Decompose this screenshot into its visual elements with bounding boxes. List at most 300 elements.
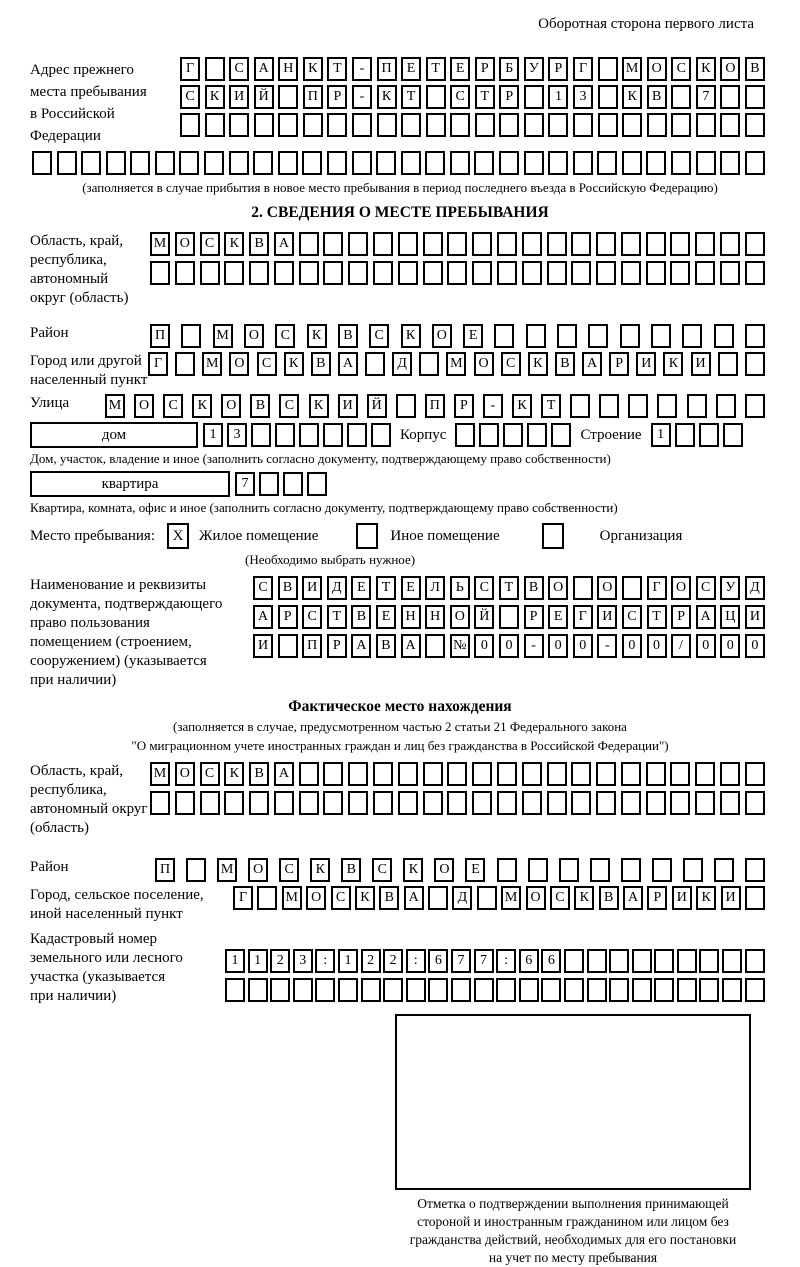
organization-checkbox <box>542 523 564 549</box>
char-box: Д <box>392 352 412 376</box>
char-box: П <box>425 394 445 418</box>
char-box <box>175 352 195 376</box>
char-box <box>609 978 629 1002</box>
char-box <box>528 858 548 882</box>
char-box <box>299 261 319 285</box>
label-line: земельного или лесного <box>30 950 183 966</box>
char-box <box>745 261 765 285</box>
char-box: 0 <box>647 634 667 658</box>
char-box <box>522 791 542 815</box>
char-box: А <box>274 232 294 256</box>
char-box <box>745 151 765 175</box>
char-box <box>274 261 294 285</box>
char-box <box>323 232 343 256</box>
char-box: С <box>450 85 470 109</box>
char-box <box>224 261 244 285</box>
char-box <box>745 394 765 418</box>
char-box <box>270 978 290 1002</box>
char-box: 1 <box>651 423 671 447</box>
char-box <box>714 858 734 882</box>
char-box: Н <box>425 605 445 629</box>
char-box: И <box>636 352 656 376</box>
char-box: О <box>434 858 454 882</box>
char-box <box>620 324 640 348</box>
char-box: : <box>315 949 335 973</box>
char-box <box>522 232 542 256</box>
char-box: А <box>404 886 424 910</box>
char-box: К <box>663 352 683 376</box>
char-box <box>551 423 571 447</box>
char-box: В <box>599 886 619 910</box>
char-box: А <box>401 634 421 658</box>
char-box <box>696 151 716 175</box>
char-box: 6 <box>519 949 539 973</box>
char-box <box>477 886 497 910</box>
char-box <box>745 886 765 910</box>
char-box <box>428 886 448 910</box>
char-box <box>621 261 641 285</box>
char-box <box>677 949 697 973</box>
char-box <box>447 791 467 815</box>
char-box <box>447 762 467 786</box>
char-box <box>274 791 294 815</box>
char-box <box>259 472 279 496</box>
char-box <box>670 762 690 786</box>
char-box: 0 <box>499 634 519 658</box>
char-box <box>323 762 343 786</box>
char-box: Е <box>465 858 485 882</box>
char-box: М <box>150 232 170 256</box>
stay-type-note: (Необходимо выбрать нужное) <box>245 552 416 567</box>
char-box <box>426 85 446 109</box>
char-row <box>150 324 765 348</box>
label-line: Адрес прежнего <box>30 62 134 78</box>
char-box <box>373 762 393 786</box>
char-row <box>105 394 765 418</box>
char-box: К <box>622 85 642 109</box>
char-box: В <box>376 634 396 658</box>
char-box <box>57 151 77 175</box>
char-box: 1 <box>548 85 568 109</box>
char-box <box>299 762 319 786</box>
char-box: Е <box>548 605 568 629</box>
section2-title: 2. СВЕДЕНИЯ О МЕСТЕ ПРЕБЫВАНИЯ <box>251 204 549 221</box>
char-box <box>547 762 567 786</box>
actual-region-label <box>30 762 150 838</box>
char-box <box>522 762 542 786</box>
char-box <box>299 791 319 815</box>
label-line: на учет по месту пребывания <box>488 1250 658 1265</box>
stay-type-label: Место пребывания: <box>30 527 155 544</box>
char-box <box>503 423 523 447</box>
char-box <box>687 394 707 418</box>
char-row <box>225 978 765 1002</box>
char-box <box>646 791 666 815</box>
char-box <box>451 978 471 1002</box>
label-line: Область, край, <box>30 233 124 249</box>
char-box <box>428 978 448 1002</box>
char-box: К <box>224 232 244 256</box>
char-box <box>677 978 697 1002</box>
char-box: К <box>696 57 716 81</box>
char-row <box>180 85 765 109</box>
char-box <box>571 762 591 786</box>
char-box: А <box>582 352 602 376</box>
char-box <box>423 791 443 815</box>
char-box <box>722 949 742 973</box>
char-box: С <box>501 352 521 376</box>
char-box: Е <box>463 324 483 348</box>
char-box <box>499 113 519 137</box>
label-line: населенный пункт <box>30 372 148 388</box>
char-box <box>573 576 593 600</box>
char-box: В <box>351 605 371 629</box>
char-box: Г <box>573 605 593 629</box>
label-line: Область, край, <box>30 763 124 779</box>
char-box: Ц <box>720 605 740 629</box>
apartment-label-box: квартира <box>30 471 230 497</box>
label-line: в Российской <box>30 106 115 122</box>
street-label: Улица <box>30 395 70 411</box>
char-box <box>224 791 244 815</box>
char-box <box>425 151 445 175</box>
char-box <box>571 261 591 285</box>
char-box: К <box>401 324 421 348</box>
char-box <box>670 261 690 285</box>
char-box: - <box>483 394 503 418</box>
char-box <box>675 423 695 447</box>
char-box: 7 <box>696 85 716 109</box>
char-box: Т <box>426 57 446 81</box>
char-box: В <box>249 232 269 256</box>
char-box: М <box>446 352 466 376</box>
char-box <box>671 85 691 109</box>
char-box <box>377 113 397 137</box>
char-box <box>365 352 385 376</box>
char-box <box>695 261 715 285</box>
char-box <box>621 791 641 815</box>
char-box: В <box>278 576 298 600</box>
char-box <box>32 151 52 175</box>
char-box: А <box>274 762 294 786</box>
char-box: К <box>696 886 716 910</box>
char-box: 3 <box>227 423 247 447</box>
char-box: 0 <box>548 634 568 658</box>
char-box <box>229 113 249 137</box>
char-box <box>398 762 418 786</box>
char-box <box>745 85 765 109</box>
char-box <box>682 324 702 348</box>
char-box: К <box>307 324 327 348</box>
char-box <box>253 151 273 175</box>
char-box <box>745 858 765 882</box>
char-box <box>278 113 298 137</box>
char-box: С <box>200 762 220 786</box>
char-box <box>447 261 467 285</box>
char-box <box>548 113 568 137</box>
char-box: Г <box>647 576 667 600</box>
previous-address-label <box>30 57 180 147</box>
char-box: Г <box>573 57 593 81</box>
char-box: Т <box>327 57 347 81</box>
char-box <box>249 791 269 815</box>
label-line: стороной и иностранным гражданином или лицом без <box>417 1214 729 1229</box>
char-box: Г <box>180 57 200 81</box>
char-box: 1 <box>338 949 358 973</box>
char-box: Й <box>474 605 494 629</box>
char-box: 0 <box>474 634 494 658</box>
char-box: В <box>341 858 361 882</box>
char-box: Г <box>148 352 168 376</box>
house-label-box: дом <box>30 422 198 448</box>
char-box: С <box>253 576 273 600</box>
cadastral-row <box>30 930 765 1006</box>
label-line: гражданства действий, необходимых для его постановки <box>409 1232 737 1247</box>
char-box: Р <box>524 605 544 629</box>
char-box <box>323 423 343 447</box>
char-box: К <box>192 394 212 418</box>
char-box <box>745 762 765 786</box>
char-box: О <box>671 576 691 600</box>
char-box <box>497 762 517 786</box>
char-box <box>251 423 271 447</box>
label-line: Город или другой <box>30 353 142 369</box>
char-box <box>695 232 715 256</box>
char-box: / <box>671 634 691 658</box>
char-box <box>302 151 322 175</box>
char-box: И <box>229 85 249 109</box>
char-box <box>628 394 648 418</box>
char-box: К <box>574 886 594 910</box>
char-box <box>315 978 335 1002</box>
char-box <box>646 232 666 256</box>
char-box <box>179 151 199 175</box>
char-box: К <box>403 858 423 882</box>
char-box <box>474 978 494 1002</box>
char-box <box>499 151 519 175</box>
city-row <box>30 352 765 390</box>
char-box <box>559 858 579 882</box>
char-box <box>598 85 618 109</box>
char-box <box>621 858 641 882</box>
char-box: Е <box>401 576 421 600</box>
house-row <box>30 422 765 448</box>
actual-district-row <box>30 858 765 882</box>
char-box: К <box>224 762 244 786</box>
char-box <box>229 151 249 175</box>
char-box <box>598 113 618 137</box>
label-line: Отметка о подтверждении выполнения принимающей <box>417 1196 729 1211</box>
char-box: Д <box>452 886 472 910</box>
char-box: С <box>671 57 691 81</box>
char-box <box>348 232 368 256</box>
char-box: О <box>134 394 154 418</box>
char-box: В <box>379 886 399 910</box>
char-box <box>718 352 738 376</box>
char-box <box>745 352 765 376</box>
char-box <box>373 791 393 815</box>
char-box: В <box>745 57 765 81</box>
label-line: автономный <box>30 271 109 287</box>
label-line: документа, подтверждающего <box>30 596 223 612</box>
korpus-label: Корпус <box>400 426 447 443</box>
char-box <box>352 113 372 137</box>
char-box: 1 <box>248 949 268 973</box>
stamp-caption <box>368 1195 778 1267</box>
char-row <box>148 352 765 376</box>
label-line: Федерации <box>30 128 101 144</box>
char-box: Д <box>327 576 347 600</box>
char-row <box>150 261 765 285</box>
actual-city-row <box>30 886 765 924</box>
char-box <box>699 978 719 1002</box>
char-box <box>396 394 416 418</box>
char-box <box>570 394 590 418</box>
actual-city-label <box>30 886 233 924</box>
char-box <box>496 978 516 1002</box>
char-box <box>671 151 691 175</box>
char-box <box>696 113 716 137</box>
char-box: В <box>311 352 331 376</box>
char-box <box>720 85 740 109</box>
char-box <box>180 113 200 137</box>
char-box <box>547 261 567 285</box>
char-box <box>401 151 421 175</box>
district-label: Район <box>30 325 69 341</box>
char-box <box>527 423 547 447</box>
char-box: А <box>351 634 371 658</box>
char-box <box>155 151 175 175</box>
char-box <box>200 791 220 815</box>
char-box <box>596 762 616 786</box>
char-box: А <box>338 352 358 376</box>
char-row <box>253 605 765 629</box>
char-box: Д <box>745 576 765 600</box>
char-box: О <box>647 57 667 81</box>
char-box <box>347 423 367 447</box>
char-box <box>303 113 323 137</box>
char-box <box>447 232 467 256</box>
city-label <box>30 352 148 390</box>
char-box <box>654 978 674 1002</box>
label-line: сооружением) (указывается <box>30 653 207 669</box>
char-box <box>373 261 393 285</box>
char-box <box>745 113 765 137</box>
char-box <box>278 151 298 175</box>
char-box: Р <box>327 634 347 658</box>
char-box: - <box>352 57 372 81</box>
char-box <box>371 423 391 447</box>
char-box <box>524 85 544 109</box>
char-box <box>647 113 667 137</box>
char-box: С <box>257 352 277 376</box>
char-box: М <box>150 762 170 786</box>
char-box <box>401 113 421 137</box>
char-box <box>423 261 443 285</box>
char-box: П <box>302 634 322 658</box>
char-box <box>497 791 517 815</box>
previous-address-grid <box>180 57 765 147</box>
char-box: В <box>249 762 269 786</box>
char-box <box>632 978 652 1002</box>
label-line: помещением (строением, <box>30 634 192 650</box>
char-box <box>622 576 642 600</box>
char-box <box>423 232 443 256</box>
char-box <box>621 762 641 786</box>
char-box: И <box>672 886 692 910</box>
char-box: Е <box>376 605 396 629</box>
char-box: М <box>202 352 222 376</box>
char-box <box>745 324 765 348</box>
char-box: Р <box>278 605 298 629</box>
char-box: 0 <box>745 634 765 658</box>
char-box: П <box>155 858 175 882</box>
char-box <box>249 261 269 285</box>
char-box <box>720 151 740 175</box>
char-box: Т <box>327 605 347 629</box>
char-box <box>352 151 372 175</box>
char-box: С <box>180 85 200 109</box>
label-line: иной населенный пункт <box>30 906 183 922</box>
char-box: П <box>150 324 170 348</box>
char-box: О <box>548 576 568 600</box>
label-line: право пользования <box>30 615 150 631</box>
label-line: Наименование и реквизиты <box>30 577 207 593</box>
char-box: О <box>244 324 264 348</box>
char-box: О <box>450 605 470 629</box>
right-document-label <box>30 576 253 690</box>
char-box <box>299 232 319 256</box>
char-box <box>652 858 672 882</box>
char-box: 3 <box>293 949 313 973</box>
char-box: Р <box>454 394 474 418</box>
char-box <box>479 423 499 447</box>
char-box: У <box>720 576 740 600</box>
char-box <box>716 394 736 418</box>
char-box <box>425 634 445 658</box>
char-box: А <box>253 605 273 629</box>
char-box <box>596 791 616 815</box>
char-box: С <box>275 324 295 348</box>
char-box: 1 <box>225 949 245 973</box>
actual-district-label: Район <box>30 859 69 875</box>
char-box: В <box>555 352 575 376</box>
char-box <box>622 151 642 175</box>
actual-region-row <box>30 762 765 838</box>
char-box <box>455 423 475 447</box>
char-box <box>406 978 426 1002</box>
char-box <box>348 791 368 815</box>
char-box <box>419 352 439 376</box>
char-box: Т <box>647 605 667 629</box>
char-box: Р <box>499 85 519 109</box>
char-box <box>323 791 343 815</box>
char-box: О <box>306 886 326 910</box>
char-box <box>450 151 470 175</box>
char-box: 2 <box>270 949 290 973</box>
char-box: 0 <box>720 634 740 658</box>
char-box: С <box>331 886 351 910</box>
char-box: Й <box>367 394 387 418</box>
char-box: О <box>248 858 268 882</box>
char-box: И <box>597 605 617 629</box>
char-box <box>699 423 719 447</box>
char-box <box>181 324 201 348</box>
char-row <box>203 423 391 447</box>
char-box <box>547 232 567 256</box>
char-box <box>150 791 170 815</box>
char-box: М <box>282 886 302 910</box>
